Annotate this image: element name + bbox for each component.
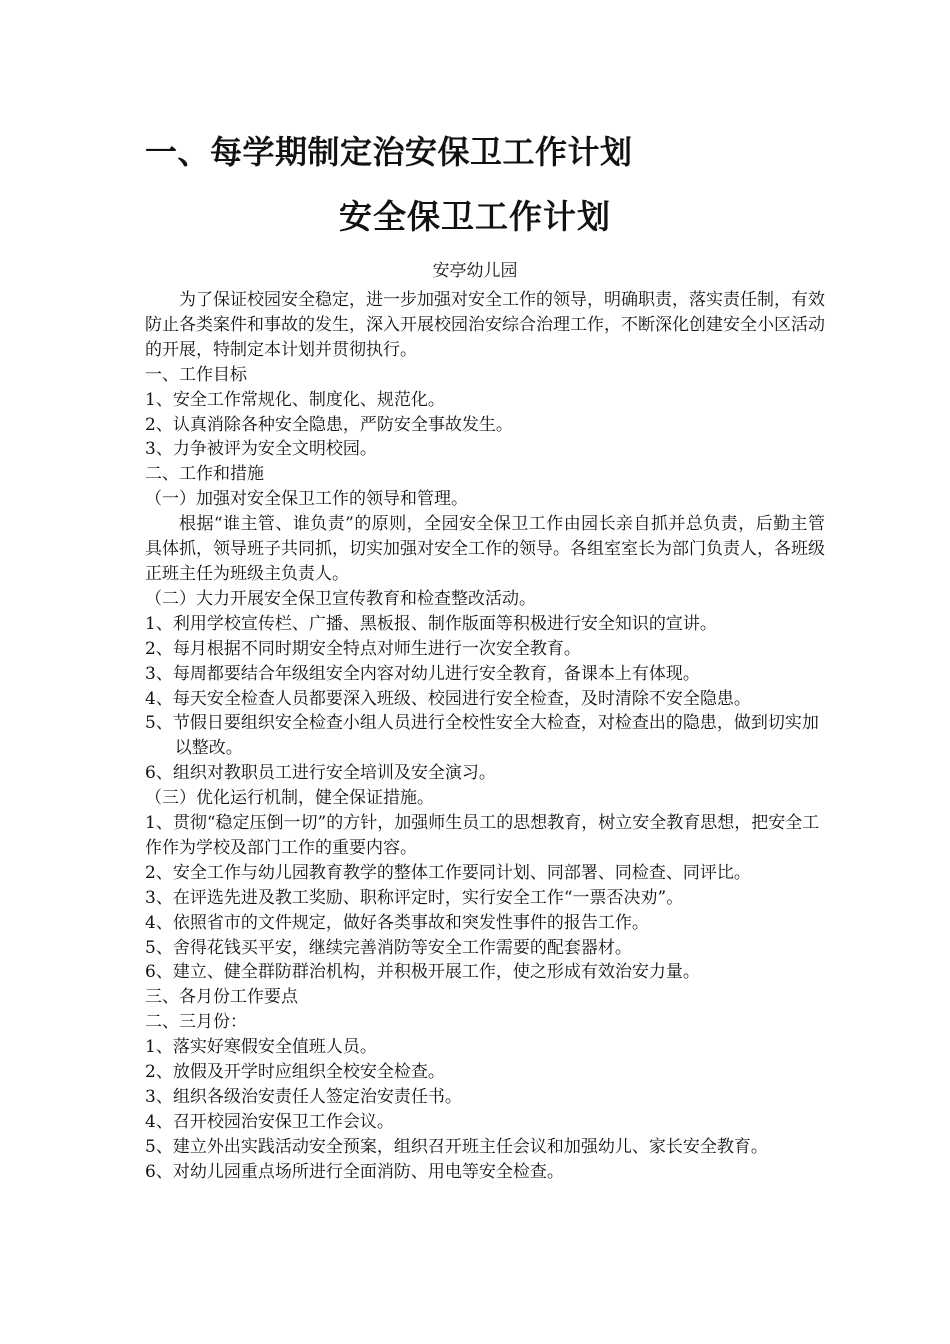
subsection-heading-education: （二）大力开展安全保卫宣传教育和检查整改活动。 [145, 588, 536, 609]
plan-title: 安全保卫工作计划 [339, 197, 611, 236]
goal-item: 2、认真消除各种安全隐患，严防安全事故发生。 [145, 414, 513, 435]
leadership-paragraph: 根据“谁主管、谁负责”的原则，全园安全保卫工作由园长亲自抓并总负责，后勤主管具体抓，领导班子共同抓，切实加强对安全工作的领导。各组室室长为部门负责人，各班级正班主任为班级主负责人。 [145, 514, 825, 584]
goal-item: 3、力争被评为安全文明校园。 [145, 439, 377, 460]
monthly-item: 3、组织各级治安责任人签定治安责任书。 [145, 1087, 462, 1107]
monthly-item: 5、建立外出实践活动安全预案，组织召开班主任会议和加强幼儿、家长安全教育。 [145, 1136, 768, 1157]
section-heading-monthly: 三、各月份工作要点 [145, 987, 298, 1008]
education-item: 6、组织对教职员工进行安全培训及安全演习。 [145, 763, 496, 784]
section-heading-goals: 一、工作目标 [145, 364, 247, 385]
monthly-item: 2、放假及开学时应组织全校安全检查。 [145, 1062, 445, 1083]
monthly-item: 4、召开校园治安保卫工作会议。 [145, 1111, 394, 1132]
section-heading-measures: 二、工作和措施 [145, 464, 264, 485]
education-item: 1、利用学校宣传栏、广播、黑板报、制作版面等积极进行安全知识的宣讲。 [145, 613, 717, 634]
monthly-item: 6、对幼儿园重点场所进行全面消防、用电等安全检查。 [145, 1161, 564, 1182]
education-item: 3、每周都要结合年级组安全内容对幼儿进行安全教育，备课本上有体现。 [145, 663, 700, 684]
mechanism-item: 2、安全工作与幼儿园教育教学的整体工作要同计划、同部署、同检查、同评比。 [145, 862, 751, 883]
goal-item: 1、安全工作常规化、制度化、规范化。 [145, 389, 445, 410]
mechanism-item: 3、在评选先进及教工奖励、职称评定时，实行安全工作“一票否决劝”。 [145, 887, 684, 908]
subsection-heading-mechanism: （三）优化运行机制，健全保证措施。 [145, 788, 434, 809]
period-heading: 二、三月份： [145, 1012, 247, 1033]
main-heading: 一、每学期制定治安保卫工作计划 [145, 133, 633, 171]
education-item: 4、每天安全检查人员都要深入班级、校园进行安全检查，及时清除不安全隐患。 [145, 688, 751, 709]
document-body [145, 288, 825, 1185]
education-item: 5、节假日要组织安全检查小组人员进行全校性安全大检查，对检查出的隐患，做到切实加以整改。 [145, 713, 819, 759]
mechanism-item: 6、建立、健全群防群治机构，并积极开展工作，使之形成有效治安力量。 [145, 962, 700, 983]
mechanism-item: 1、贯彻“稳定压倒一切”的方针，加强师生员工的思想教育，树立安全教育思想，把安全工作作为学校及部门工作的重要内容。 [145, 813, 820, 858]
intro-paragraph: 为了保证校园安全稳定，进一步加强对安全工作的领导，明确职责，落实责任制，有效防止各类案件和事故的发生，深入开展校园治安综合治理工作，不断深化创建安全小区活动的开展，特制定本计划并贯彻执行。 [145, 290, 825, 360]
monthly-item: 1、落实好寒假安全值班人员。 [145, 1037, 377, 1058]
subsection-heading-leadership: （一）加强对安全保卫工作的领导和管理。 [145, 489, 468, 510]
school-name: 安亭幼儿园 [432, 261, 518, 281]
mechanism-item: 5、舍得花钱买平安，继续完善消防等安全工作需要的配套器材。 [145, 937, 632, 958]
mechanism-item: 4、依照省市的文件规定，做好各类事故和突发性事件的报告工作。 [145, 912, 649, 933]
education-item: 2、每月根据不同时期安全特点对师生进行一次安全教育。 [145, 638, 581, 659]
